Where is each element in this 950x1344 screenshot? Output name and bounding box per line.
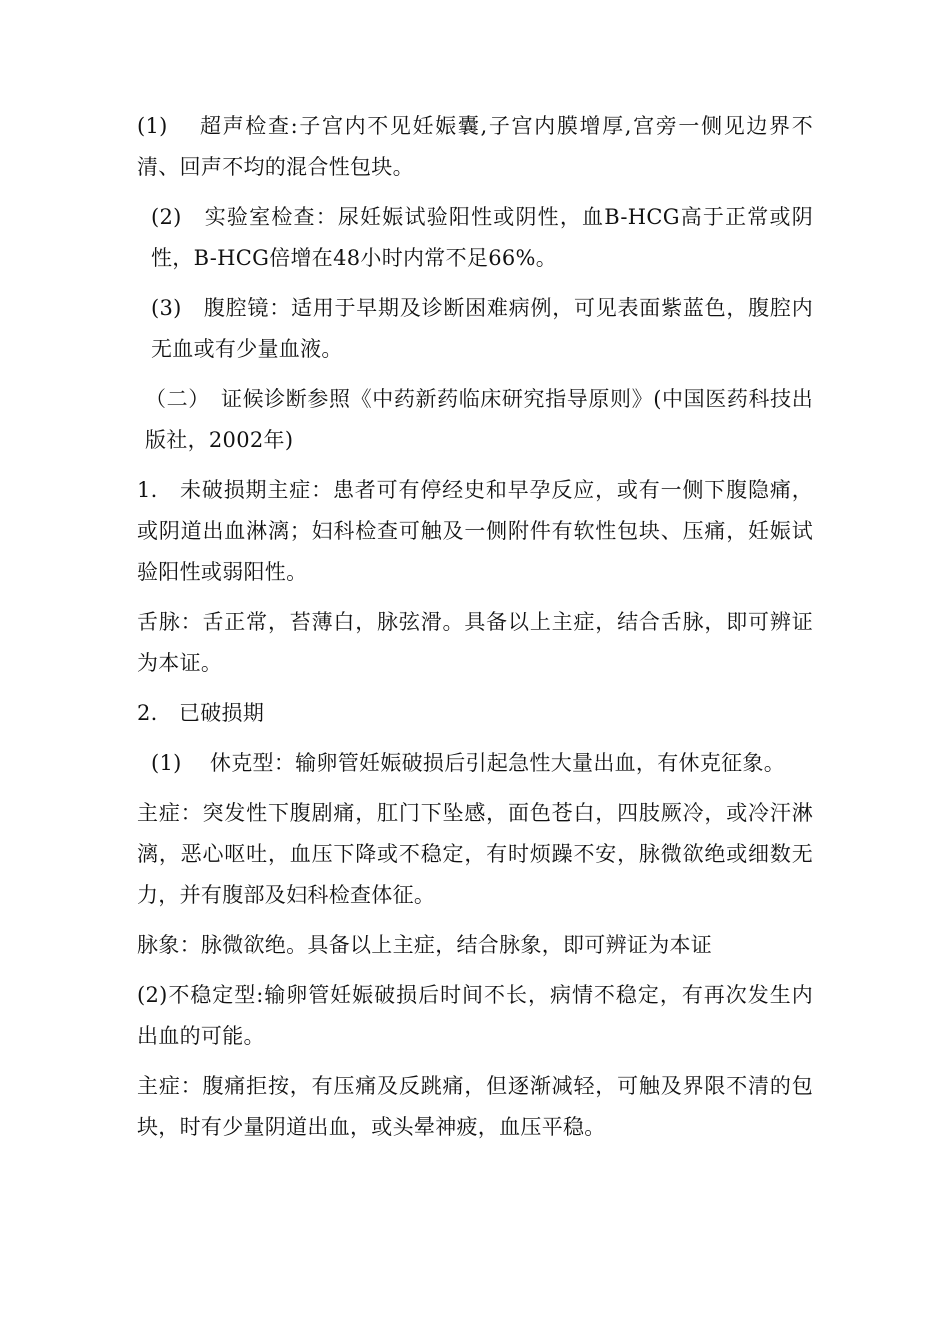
paragraph-laparoscopy: (3) 腹腔镜：适用于早期及诊断困难病例，可见表面紫蓝色，腹腔内无血或有少量血液。 bbox=[151, 296, 813, 361]
document-body bbox=[137, 106, 813, 1157]
paragraph-syndrome-diagnosis: （二） 证候诊断参照《中药新药临床研究指导原则》(中国医药科技出版社，2002年) bbox=[145, 387, 813, 452]
paragraph-shock-pulse: 脉象：脉微欲绝。具备以上主症，结合脉象，即可辨证为本证 bbox=[137, 933, 713, 957]
paragraph-lab-test: (2) 实验室检查：尿妊娠试验阳性或阴性，血B-HCG高于正常或阴性，B-HCG倍增在48小时内常不足66%。 bbox=[151, 205, 813, 270]
paragraph-unstable-main-symptoms: 主症：腹痛拒按，有压痛及反跳痛，但逐渐减轻，可触及界限不清的包块，时有少量阴道出血，或头晕神疲，血压平稳。 bbox=[137, 1074, 813, 1139]
paragraph-unruptured-stage: 1. 未破损期主症：患者可有停经史和早孕反应，或有一侧下腹隐痛，或阴道出血淋漓；妇科检查可触及一侧附件有软性包块、压痛，妊娠试验阳性或弱阳性。 bbox=[137, 478, 813, 584]
paragraph-unstable-type: (2)不稳定型:输卵管妊娠破损后时间不长，病情不稳定，有再次发生内出血的可能。 bbox=[137, 983, 813, 1048]
paragraph-ruptured-stage-heading: 2. 已破损期 bbox=[137, 701, 265, 725]
paragraph-shock-main-symptoms: 主症：突发性下腹剧痛，肛门下坠感，面色苍白，四肢厥冷，或冷汗淋漓，恶心呕吐，血压下降或不稳定，有时烦躁不安，脉微欲绝或细数无力，并有腹部及妇科检查体征。 bbox=[137, 801, 813, 907]
paragraph-tongue-pulse: 舌脉：舌正常，苔薄白，脉弦滑。具备以上主症，结合舌脉，即可辨证为本证。 bbox=[137, 610, 813, 675]
paragraph-shock-type: (1) 休克型：输卵管妊娠破损后引起急性大量出血，有休克征象。 bbox=[151, 751, 786, 775]
paragraph-ultrasound: (1) 超声检查:子宫内不见妊娠囊,子宫内膜增厚,宫旁一侧见边界不清、回声不均的混合性包块。 bbox=[137, 114, 813, 179]
